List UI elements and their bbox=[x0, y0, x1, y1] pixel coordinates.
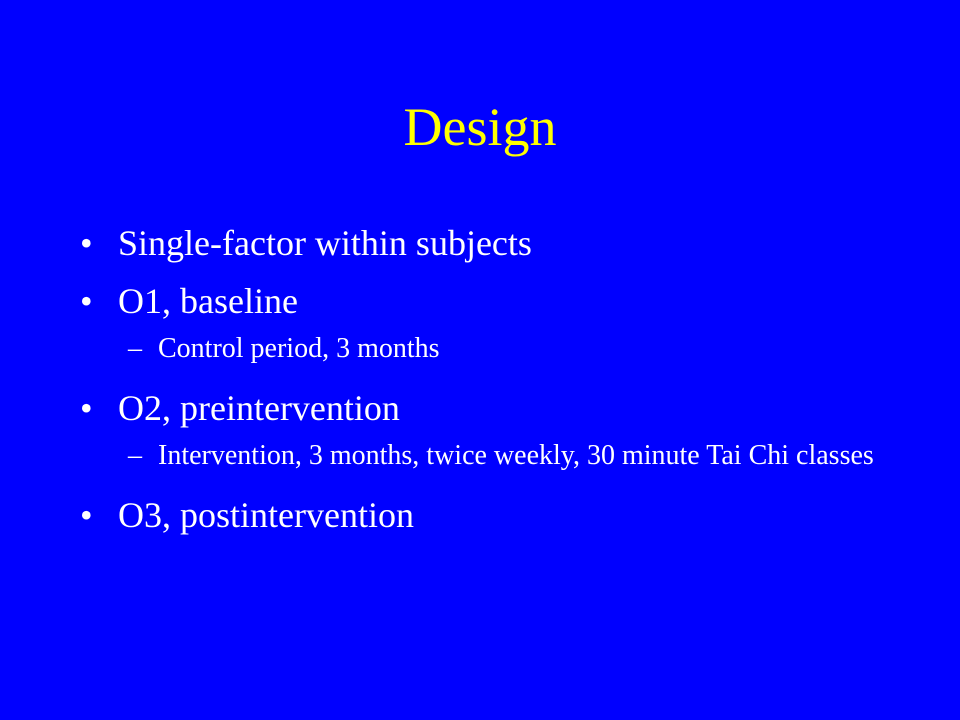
bullet-item-single-factor bbox=[80, 214, 900, 272]
bullet-item-o2-preintervention bbox=[80, 379, 900, 437]
bullet-text: O2, preintervention bbox=[118, 388, 400, 428]
sub-bullet-text: Intervention, 3 months, twice weekly, 30 minute Tai Chi classes bbox=[158, 440, 874, 471]
bullet-text: O3, postintervention bbox=[118, 495, 414, 535]
bullet-text: O1, baseline bbox=[118, 281, 298, 321]
bullet-marker: • bbox=[80, 495, 93, 535]
sub-bullet-marker: – bbox=[128, 333, 142, 364]
bullet-list bbox=[80, 214, 900, 544]
slide-title: Design bbox=[403, 97, 557, 157]
bullet-text: Single-factor within subjects bbox=[118, 223, 532, 263]
bullet-item-o3-postintervention bbox=[80, 486, 900, 544]
bullet-item-o1-baseline bbox=[80, 272, 900, 330]
bullet-marker: • bbox=[80, 281, 93, 321]
sub-bullet-intervention bbox=[80, 438, 878, 474]
bullet-marker: • bbox=[80, 223, 93, 263]
sub-bullet-marker: – bbox=[128, 440, 142, 471]
sub-bullet-text: Control period, 3 months bbox=[158, 333, 440, 364]
sub-bullet-control-period bbox=[80, 331, 878, 367]
bullet-marker: • bbox=[80, 388, 93, 428]
